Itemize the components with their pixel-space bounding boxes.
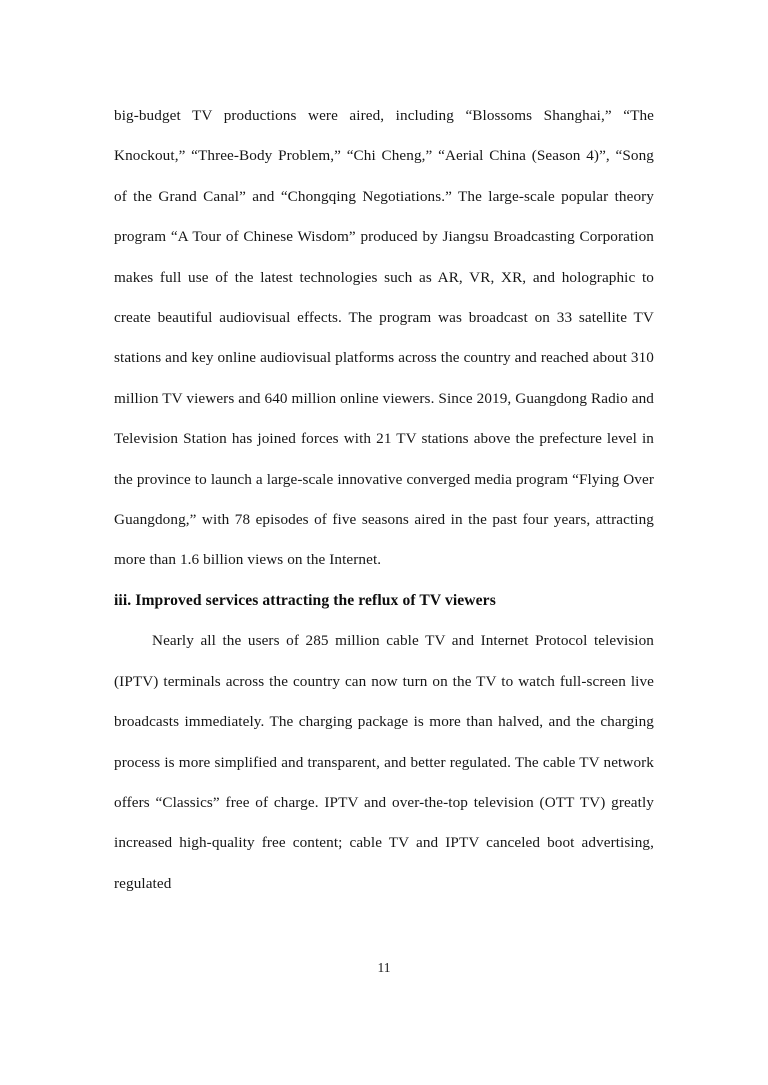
paragraph-services: Nearly all the users of 285 million cable TV and Internet Protocol television (IPTV) terminals across the country can now turn on the TV to watch full-screen live broadcasts immediately. The charging package is more than halved, and the charging process is more simplified and transparent, and better regulated. The cable TV network offers “Classics” free of charge. IPTV and over-the-top television (OTT TV) greatly increased high-quality free content; cable TV and IPTV canceled boot advertising, regulated [114,632,654,892]
page-body [114,96,654,904]
page-number: 11 [377,960,391,975]
paragraph-continuation: big-budget TV productions were aired, including “Blossoms Shanghai,” “The Knockout,” “Three-Body Problem,” “Chi Cheng,” “Aerial China (Season 4)”, “Song of the Grand Canal” and “Chongqing Negotiations.” The large-scale popular theory program “A Tour of Chinese Wisdom” produced by Jiangsu Broadcasting Corporation makes full use of the latest technologies such as AR, VR, XR, and holographic to create beautiful audiovisual effects. The program was broadcast on 33 satellite TV stations and key online audiovisual platforms across the country and reached about 310 million TV viewers and 640 million online viewers. Since 2019, Guangdong Radio and Television Station has joined forces with 21 TV stations above the prefecture level in the province to launch a large-scale innovative converged media program “Flying Over Guangdong,” with 78 episodes of five seasons aired in the past four years, attracting more than 1.6 billion views on the Internet. [114,107,654,569]
section-subheading: iii. Improved services attracting the reflux of TV viewers [114,591,496,609]
